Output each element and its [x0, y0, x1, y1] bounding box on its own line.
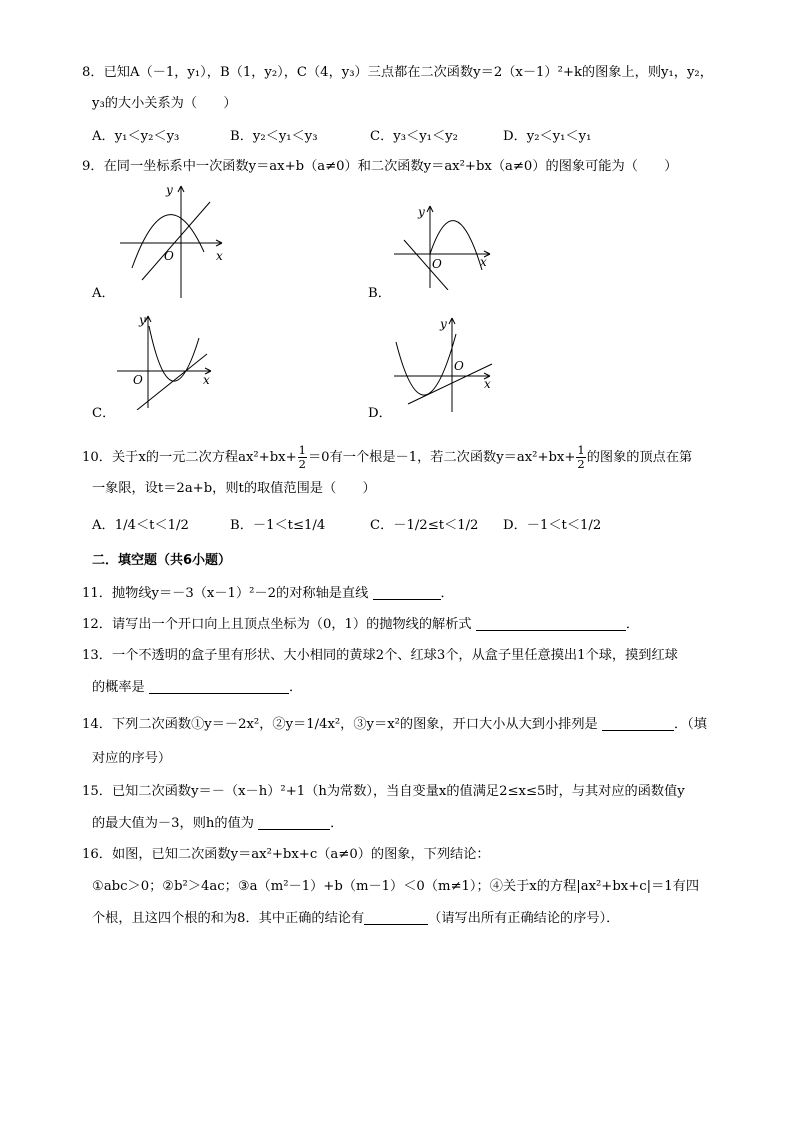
- graph-b-x-label: x: [480, 255, 487, 269]
- q8-stem: 已知A（－1，y₁），B（1，y₂），C（4，y₃）三点都在二次函数y＝2（x－1）²+k的图象上，则y₁，y₂，: [103, 65, 713, 80]
- q9-option-c-label: C．: [92, 406, 116, 421]
- q9-graph-b: [390, 200, 510, 294]
- q9-graph-d: [390, 312, 510, 416]
- q9-option-a-label: A．: [92, 286, 115, 301]
- graph-a-origin-label: O: [164, 249, 174, 263]
- q9-text: 在同一坐标系中一次函数y＝ax+b（a≠0）和二次函数y＝ax²+bx（a≠0）的图象可能为（ ）: [103, 159, 678, 174]
- q8-option-a: A．y₁＜y₂＜y₃: [92, 129, 180, 144]
- q16-line1: 16．如图，已知二次函数y＝ax²+bx+c（a≠0）的图象，下列结论：: [82, 847, 490, 862]
- q8-option-b: B．y₂＜y₁＜y₃: [230, 129, 318, 144]
- graph-c-y-label: y: [139, 313, 146, 327]
- q8-line1: [82, 64, 713, 82]
- q13-line2: 的概率是 ．: [92, 680, 303, 695]
- q9-option-d-label: D．: [368, 406, 392, 421]
- q15-line2: 的最大值为－3，则h的值为 ．: [92, 816, 344, 831]
- q10-frac-1: $\frac{1}{2}$: [298, 443, 306, 471]
- q16-answer-blank[interactable]: [364, 910, 428, 925]
- q9-graph-c: [115, 310, 225, 414]
- q8-option-c: C．y₃＜y₁＜y₂: [370, 129, 458, 144]
- q13-line1: 13．一个不透明的盒子里有形状、大小相同的黄球2个、红球3个，从盒子里任意摸出1个球，摸到红球: [82, 648, 678, 663]
- section-heading: 二．填空题（共6小题）: [92, 553, 232, 568]
- q8-number: 8．: [82, 65, 104, 80]
- q12-answer-blank[interactable]: [476, 616, 626, 631]
- graph-d-y-label: y: [440, 317, 447, 331]
- q11-answer-blank[interactable]: [373, 585, 441, 600]
- graph-c-origin-label: O: [133, 373, 143, 387]
- q10-option-d: D．－1＜t＜1/2: [503, 518, 602, 533]
- graph-d-x-label: x: [484, 377, 491, 391]
- graph-a-y-label: y: [166, 183, 173, 197]
- q9-stem: [82, 158, 677, 176]
- q14-answer-blank[interactable]: [602, 716, 674, 731]
- q12: 12．请写出一个开口向上且顶点坐标为（0，1）的抛物线的解析式 ．: [82, 617, 640, 632]
- q15-line1: 15．已知二次函数y＝－（x－h）²+1（h为常数），当自变量x的值满足2≤x≤5时，与其对应的函数值y: [82, 784, 685, 799]
- q10-option-a: A．1/4＜t＜1/2: [92, 518, 189, 533]
- q8-line2: y₃的大小关系为（ ）: [92, 96, 237, 111]
- graph-c-x-label: x: [203, 373, 210, 387]
- q16-line3: 个根，且这四个根的和为8．其中正确的结论有 （请写出所有正确结论的序号）．: [92, 911, 620, 926]
- graph-a-x-label: x: [216, 249, 223, 263]
- q9-number: 9．: [82, 159, 104, 174]
- q13-answer-blank[interactable]: [149, 679, 289, 694]
- graph-b-y-label: y: [418, 205, 425, 219]
- q16-line2: ①abc＞0；②b²＞4ac；③a（m²－1）+b（m－1）＜0（m≠1）；④关于x的方程|ax²+bx+c|＝1有四: [92, 879, 700, 894]
- q9-graph-a: [112, 180, 242, 304]
- graph-d-origin-label: O: [454, 359, 464, 373]
- q11: 11．抛物线y＝－3（x－1）²－2的对称轴是直线 ．: [82, 586, 454, 601]
- q8-option-d: D．y₂＜y₁＜y₁: [503, 129, 592, 144]
- graph-b-origin-label: O: [432, 257, 442, 271]
- q10-option-b: B．－1＜t≤1/4: [230, 518, 326, 533]
- q10-line1: 10．关于x的一元二次方程ax²+bx+ $\frac{1}{2}$ ＝0有一个根是－1，若二次函数y＝ax²+bx+ $\frac{1}{2}$ 的图象的顶点在第: [82, 443, 693, 471]
- q9-option-b-label: B．: [368, 286, 391, 301]
- q14-line2: 对应的序号）: [92, 751, 172, 766]
- q15-answer-blank[interactable]: [258, 815, 330, 830]
- q10-number: 10．: [82, 450, 112, 465]
- q14-line1: 14．下列二次函数①y＝－2x²，②y＝1/4x²，③y＝x²的图象，开口大小从大到小排列是 ．（填: [82, 717, 707, 732]
- q10-option-c: C．－1/2≤t＜1/2: [370, 518, 479, 533]
- q10-line2: 一象限，设t＝2a+b，则t的取值范围是（ ）: [92, 481, 376, 496]
- q10-frac-2: $\frac{1}{2}$: [577, 443, 585, 471]
